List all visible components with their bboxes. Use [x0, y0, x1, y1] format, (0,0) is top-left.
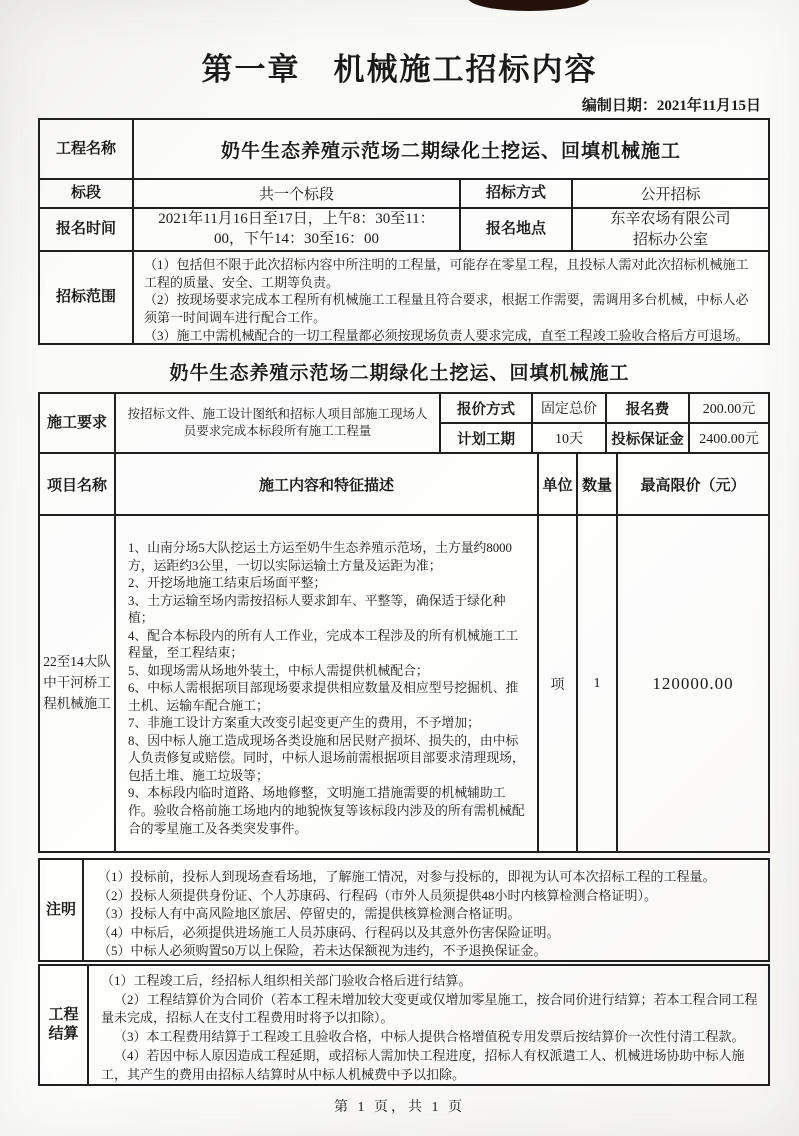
scope-item: （2）按现场要求完成本工程所有机械施工工程量且符合要求，根据工作需要，需调用多台机械，中标人必须第一时间调车进行配合工作。: [144, 292, 749, 326]
description-item: 6、中标人需根据项目部现场要求提供相应数量及相应型号挖掘机、推土机、运输车配合施工；: [128, 681, 519, 713]
project-name-label: 工程名称: [55, 140, 116, 157]
signup-place-value: 东辛农场有限公司招标办公室: [571, 209, 768, 250]
settlement-item: （2）工程结算价为合同价（若本工程未增加较大变更或仅增加零星施工，按合同价进行结算；若本工程合同工程量未完成，招标人在支付工程费用时将予以扣除）。: [101, 991, 758, 1026]
section-title: 奶牛生态养殖示范场二期绿化土挖运、回填机械施工: [169, 363, 630, 384]
column-max-price: 最高限价（元）: [616, 454, 768, 514]
signup-fee-label: 报名费: [605, 394, 688, 422]
quote-method-label: 报价方式: [457, 401, 515, 418]
plan-period-value: 10天: [531, 424, 605, 452]
column-project: 项目名称: [46, 477, 107, 494]
settlement-row: [40, 966, 768, 1084]
settlement-text: [87, 966, 768, 1084]
bid-deposit-label: 投标保证金: [605, 424, 688, 452]
settlement-table: [38, 964, 770, 1086]
description-item: 4、配合本标段内的所有人工作业，完成本工程涉及的所有机械施工工程量，至工程结束；: [128, 628, 519, 661]
description-item: 8、因中标人施工造成现场各类设施和居民财产损坏、损失的，由中标人负责修复或赔偿。同时，中标人退场前需根据项目部要求清理现场，包括土堆、施工垃圾等；: [128, 733, 525, 783]
work-item-description: [114, 516, 537, 851]
columns-header-row: [40, 452, 768, 514]
description-item: 9、本标段内临时道路、场地修整，文明施工措施需要的机械辅助工作。验收合格前施工场地内的地貌恢复等该标段内涉及的所有需机械配合的零星施工及各类突发事件。: [128, 786, 525, 836]
requirement-label: 施工要求: [46, 414, 107, 431]
notes-text: [82, 860, 768, 960]
bid-section-label: 标段: [70, 185, 101, 202]
quote-method-value: 固定总价: [531, 394, 605, 422]
work-item-unit: 项: [537, 516, 576, 851]
requirement-text: 按招标文件、施工设计图纸和招标人项目部施工现场人员要求完成本标段所有施工工程量: [114, 394, 439, 452]
notes-row: [40, 860, 768, 960]
description-item: 2、开挖场地施工结束后场面平整；: [128, 576, 327, 591]
settlement-item: （1）工程竣工后，经招标人组织相关部门验收合格后进行结算。: [101, 973, 472, 988]
signup-time-value: 2021年11月16日至17日，上午8：30至11：00，下午14：30至16：00: [132, 209, 459, 250]
page-number: 第 1 页，共 1 页: [334, 1100, 465, 1115]
plan-period-label: 计划工期: [457, 431, 515, 448]
date-line: 编制日期：2021年11月15日: [581, 98, 761, 114]
scope-label: 招标范围: [55, 289, 116, 306]
column-quantity: 数量: [576, 454, 616, 514]
project-name-row: [40, 120, 768, 178]
work-item-project: 22至14大队中干河桥工程机械施工: [43, 654, 111, 711]
description-item: 3、土方运输至场内需按招标人要求卸车、平整等，确保适于绿化种植；: [128, 593, 506, 626]
signup-place-label: 报名地点: [459, 209, 571, 250]
project-name-value: 奶牛生态养殖示范场二期绿化土挖运、回填机械施工: [132, 120, 768, 178]
work-table: [38, 392, 770, 853]
bid-deposit-value: 2400.00元: [688, 424, 768, 452]
work-item-row: [40, 514, 768, 851]
note-item: （5）中标人必须购置50万以上保险，若未达保额视为违约，不予退换保证金。: [98, 943, 547, 959]
note-item: （3）投标人有中高风险地区旅居、停留史的，需提供核算检测合格证明。: [98, 906, 521, 922]
column-unit: 单位: [537, 454, 576, 514]
scope-row: [40, 250, 768, 343]
signup-fee-value: 200.00元: [688, 394, 768, 422]
scope-item: （3）施工中需机械配合的一切工程量都必须按现场负责人要求完成，直至工程竣工验收合格后方可退场。: [144, 327, 749, 343]
note-item: （1）投标前，投标人到现场查看场地，了解施工情况，对参与投标的，即视为认可本次招标工程的工程量。: [98, 869, 716, 884]
chapter-title: 第一章 机械施工招标内容: [201, 52, 598, 87]
price-info-grid: [439, 394, 768, 452]
bid-section-value: 共一个标段: [132, 180, 459, 207]
quote-fee-row: [441, 394, 768, 422]
period-deposit-row: [441, 422, 768, 452]
notes-label: 注明: [45, 901, 76, 918]
settlement-item: （4）若因中标人原因造成工程延期，或招标人需加快工程进度，招标人有权派遣工人、机械进场协助中标人施工，其产生的费用由招标人结算时从中标人机械费中予以扣除。: [101, 1047, 745, 1082]
requirement-row: [40, 394, 768, 452]
bid-method-value: 公开招标: [571, 180, 768, 207]
work-item-quantity: 1: [576, 516, 616, 851]
signup-row: [40, 207, 768, 250]
description-item: 1、山南分场5大队挖运土方运至奶牛生态养殖示范场，土方量约8000方，运距约3公里，一切以实际运输土方量及运距为准；: [128, 541, 512, 573]
scope-item: （1）包括但不限于此次招标内容中所注明的工程量，可能存在零星工程，且投标人需对此次招标机械施工工程的质量、安全、工期等负责。: [144, 257, 749, 290]
scan-artifact: [468, 0, 590, 11]
scope-text: [132, 252, 768, 343]
note-item: （2）投标人须提供身份证、个人苏康码、行程码（市外人员须提供48小时内核算检测合格证明）。: [98, 887, 658, 903]
description-item: 5、如现场需从场地外装土，中标人需提供机械配合；: [128, 663, 429, 678]
column-description: 施工内容和特征描述: [114, 454, 537, 514]
signup-time-label: 报名时间: [55, 221, 116, 238]
settlement-label: 工程结算: [48, 1007, 79, 1042]
work-item-max-price: 120000.00: [616, 516, 768, 851]
bid-section-row: [40, 178, 768, 207]
info-table: [38, 118, 770, 345]
notes-table: [38, 858, 770, 962]
settlement-item: （3）本工程费用结算于工程竣工且验收合格，中标人提供合格增值税专用发票后按结算价一次性付清工程款。: [114, 1029, 745, 1045]
note-item: （4）中标后，必须提供进场施工人员苏康码、行程码以及其意外伤害保险证明。: [98, 924, 560, 940]
bid-method-label: 招标方式: [459, 180, 571, 207]
description-item: 7、非施工设计方案重大改变引起变更产生的费用，不予增加；: [128, 716, 480, 731]
